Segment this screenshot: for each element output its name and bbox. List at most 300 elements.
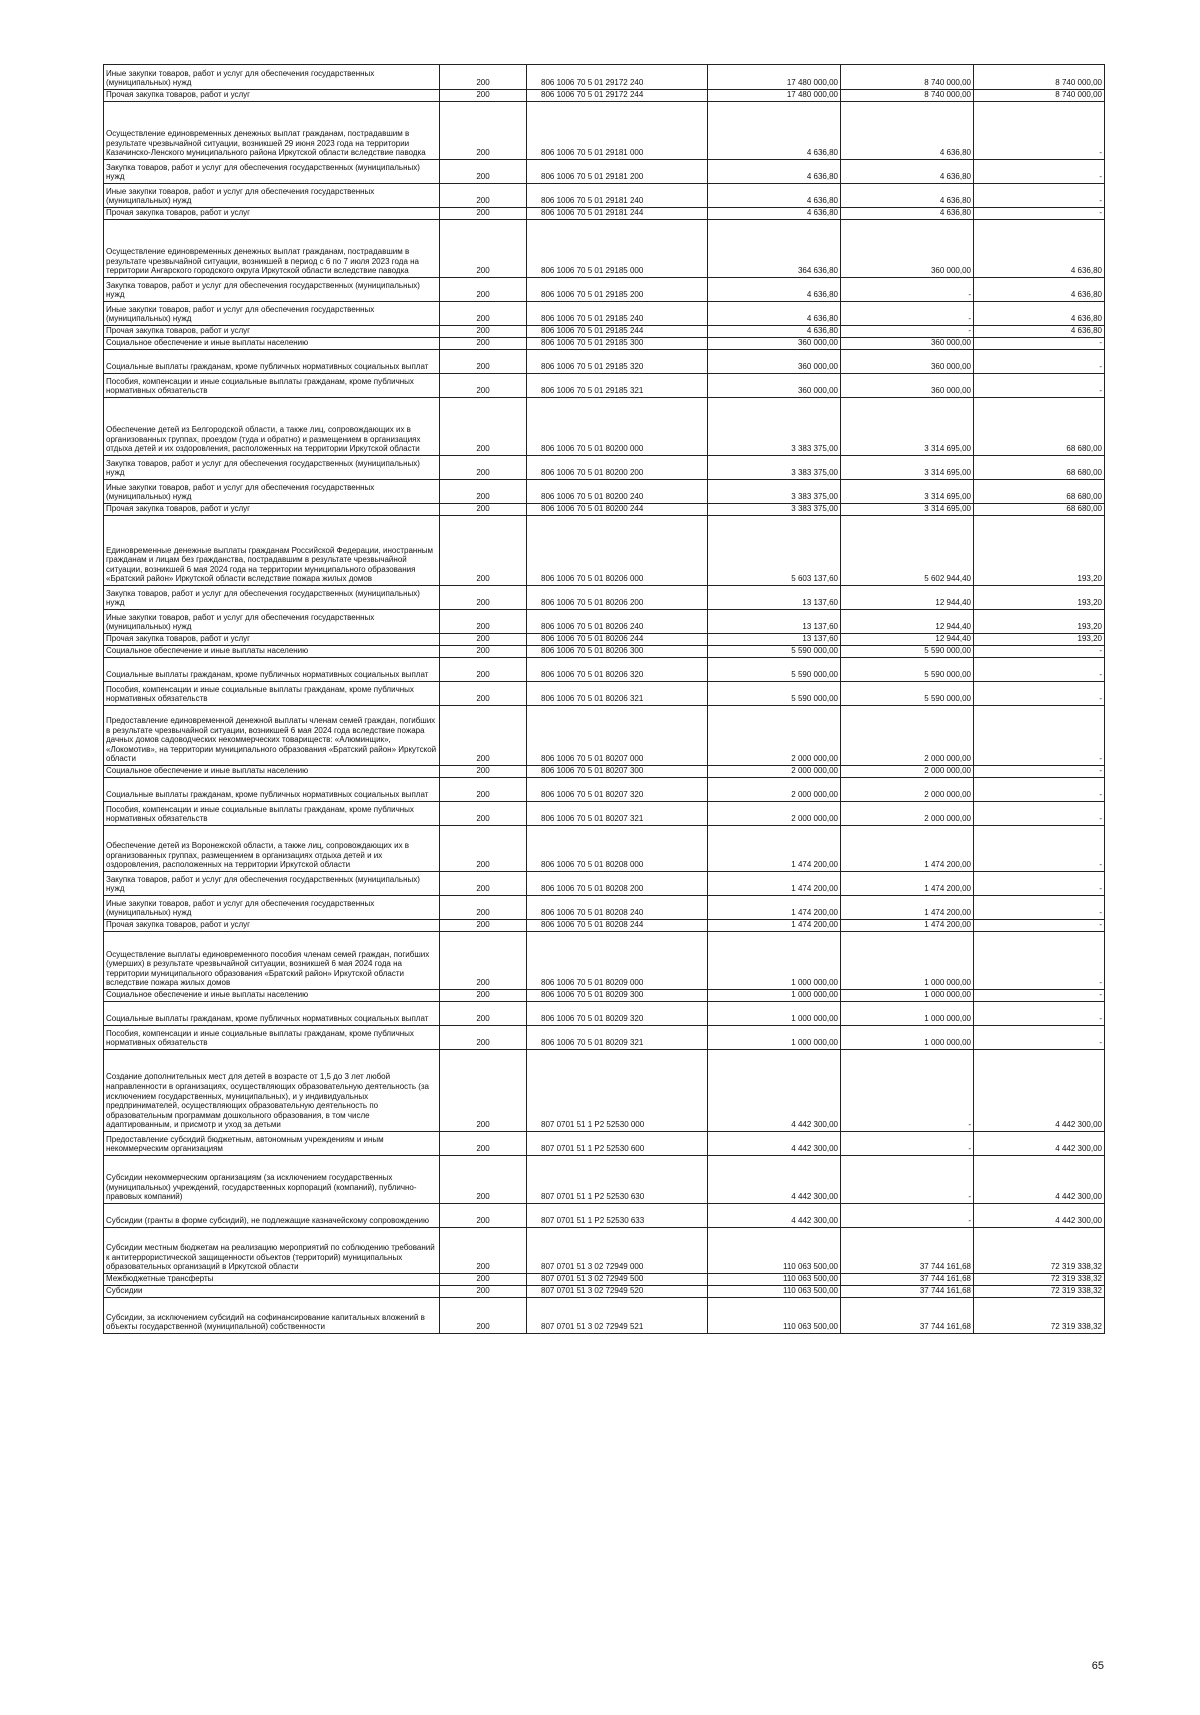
page-number: 65 [1091, 1660, 1104, 1672]
row-code: 200 [440, 1274, 527, 1286]
row-value-3: - [974, 802, 1105, 826]
row-code: 200 [440, 1228, 527, 1274]
row-value-3: 72 319 338,32 [974, 1286, 1105, 1298]
row-kbk: 806 1006 70 5 01 80206 320 [527, 658, 708, 682]
row-name: Субсидии [104, 1286, 440, 1298]
row-name: Иные закупки товаров, работ и услуг для обеспечения государственных (муниципальных) нужд [104, 610, 440, 634]
row-value-1: 13 137,60 [708, 634, 841, 646]
row-code: 200 [440, 610, 527, 634]
table-row [104, 1228, 1105, 1274]
row-name: Прочая закупка товаров, работ и услуг [104, 504, 440, 516]
row-code: 200 [440, 990, 527, 1002]
row-code: 200 [440, 160, 527, 184]
row-value-2: 1 474 200,00 [841, 872, 974, 896]
row-value-2: 37 744 161,68 [841, 1298, 974, 1334]
row-value-3: 68 680,00 [974, 398, 1105, 456]
row-value-3: - [974, 778, 1105, 802]
row-kbk: 806 1006 70 5 01 80206 321 [527, 682, 708, 706]
row-kbk: 806 1006 70 5 01 29185 321 [527, 374, 708, 398]
row-value-3: - [974, 706, 1105, 766]
table-row [104, 374, 1105, 398]
row-value-1: 4 636,80 [708, 184, 841, 208]
row-kbk: 807 0701 51 1 P2 52530 600 [527, 1132, 708, 1156]
row-kbk: 806 1006 70 5 01 29185 300 [527, 338, 708, 350]
row-value-2: - [841, 1156, 974, 1204]
row-value-1: 110 063 500,00 [708, 1298, 841, 1334]
row-value-2: 4 636,80 [841, 208, 974, 220]
row-name: Закупка товаров, работ и услуг для обеспечения государственных (муниципальных) нужд [104, 586, 440, 610]
row-code: 200 [440, 932, 527, 990]
row-code: 200 [440, 184, 527, 208]
row-kbk: 806 1006 70 5 01 80206 240 [527, 610, 708, 634]
table-row [104, 706, 1105, 766]
row-value-1: 4 442 300,00 [708, 1132, 841, 1156]
table-row [104, 516, 1105, 586]
table-row [104, 1286, 1105, 1298]
row-value-1: 2 000 000,00 [708, 766, 841, 778]
row-value-3: - [974, 682, 1105, 706]
row-value-1: 1 000 000,00 [708, 932, 841, 990]
row-value-2: 1 474 200,00 [841, 920, 974, 932]
row-value-3: 4 636,80 [974, 302, 1105, 326]
row-code: 200 [440, 338, 527, 350]
row-value-2: 2 000 000,00 [841, 778, 974, 802]
row-value-3: - [974, 1002, 1105, 1026]
row-value-2: 5 590 000,00 [841, 646, 974, 658]
row-value-3: 193,20 [974, 516, 1105, 586]
row-value-2: 2 000 000,00 [841, 766, 974, 778]
table-row [104, 350, 1105, 374]
row-value-1: 3 383 375,00 [708, 398, 841, 456]
row-value-1: 4 442 300,00 [708, 1204, 841, 1228]
row-value-2: 360 000,00 [841, 220, 974, 278]
row-value-3: 4 636,80 [974, 326, 1105, 338]
row-value-1: 360 000,00 [708, 350, 841, 374]
row-value-3: 68 680,00 [974, 456, 1105, 480]
row-value-2: 4 636,80 [841, 102, 974, 160]
row-value-2: - [841, 1204, 974, 1228]
row-kbk: 806 1006 70 5 01 80207 320 [527, 778, 708, 802]
row-name: Пособия, компенсации и иные социальные выплаты гражданам, кроме публичных нормативных обязательств [104, 1026, 440, 1050]
row-value-2: 3 314 695,00 [841, 456, 974, 480]
row-name: Пособия, компенсации и иные социальные выплаты гражданам, кроме публичных нормативных обязательств [104, 802, 440, 826]
row-code: 200 [440, 504, 527, 516]
table-row [104, 586, 1105, 610]
table-row [104, 932, 1105, 990]
row-value-2: 1 000 000,00 [841, 1002, 974, 1026]
row-value-3: - [974, 374, 1105, 398]
row-kbk: 806 1006 70 5 01 80200 200 [527, 456, 708, 480]
table-row [104, 920, 1105, 932]
row-name: Социальное обеспечение и иные выплаты населению [104, 990, 440, 1002]
row-value-1: 4 442 300,00 [708, 1156, 841, 1204]
row-code: 200 [440, 456, 527, 480]
row-value-2: 4 636,80 [841, 160, 974, 184]
row-value-2: - [841, 1132, 974, 1156]
row-name: Прочая закупка товаров, работ и услуг [104, 326, 440, 338]
row-code: 200 [440, 896, 527, 920]
table-row [104, 65, 1105, 90]
row-value-1: 2 000 000,00 [708, 706, 841, 766]
row-code: 200 [440, 90, 527, 102]
row-value-1: 2 000 000,00 [708, 778, 841, 802]
row-name: Осуществление выплаты единовременного пособия членам семей граждан, погибших (умерших) в результате чрезвычайной ситуации, возникшей 6 мая 2024 года на территории муниципального образования «Братский район» Иркутской области вследствие пожара жилых домов [104, 932, 440, 990]
row-value-3: - [974, 338, 1105, 350]
row-kbk: 806 1006 70 5 01 80208 244 [527, 920, 708, 932]
row-value-1: 110 063 500,00 [708, 1228, 841, 1274]
table-row [104, 778, 1105, 802]
row-value-1: 360 000,00 [708, 374, 841, 398]
row-kbk: 806 1006 70 5 01 80200 240 [527, 480, 708, 504]
row-value-2: - [841, 1050, 974, 1132]
row-name: Субсидии, за исключением субсидий на софинансирование капитальных вложений в объекты государственной (муниципальной) собственности [104, 1298, 440, 1334]
row-value-1: 17 480 000,00 [708, 90, 841, 102]
row-value-2: - [841, 278, 974, 302]
budget-table-page [103, 64, 1104, 1334]
row-code: 200 [440, 208, 527, 220]
row-code: 200 [440, 766, 527, 778]
row-value-1: 4 442 300,00 [708, 1050, 841, 1132]
row-code: 200 [440, 802, 527, 826]
table-row [104, 398, 1105, 456]
row-value-3: - [974, 102, 1105, 160]
row-name: Закупка товаров, работ и услуг для обеспечения государственных (муниципальных) нужд [104, 160, 440, 184]
row-name: Закупка товаров, работ и услуг для обеспечения государственных (муниципальных) нужд [104, 278, 440, 302]
row-name: Иные закупки товаров, работ и услуг для обеспечения государственных (муниципальных) нужд [104, 302, 440, 326]
table-row [104, 658, 1105, 682]
table-row [104, 208, 1105, 220]
row-value-2: 360 000,00 [841, 338, 974, 350]
row-value-2: 1 474 200,00 [841, 826, 974, 872]
row-value-3: 68 680,00 [974, 504, 1105, 516]
row-value-1: 4 636,80 [708, 278, 841, 302]
row-kbk: 806 1006 70 5 01 80207 300 [527, 766, 708, 778]
row-kbk: 806 1006 70 5 01 80208 200 [527, 872, 708, 896]
row-code: 200 [440, 278, 527, 302]
row-value-3: - [974, 766, 1105, 778]
row-name: Предоставление единовременной денежной выплаты членам семей граждан, погибших в результате чрезвычайной ситуации, возникшей 6 мая 2024 года вследствие пожара дачных домов садоводческих некоммерческих товариществ: «Алюминщик», «Локомотив», на территории муниципального образования «Братский район» Иркутской области [104, 706, 440, 766]
table-row [104, 646, 1105, 658]
table-row [104, 1274, 1105, 1286]
row-value-2: 360 000,00 [841, 374, 974, 398]
row-kbk: 806 1006 70 5 01 80206 244 [527, 634, 708, 646]
row-value-3: 4 442 300,00 [974, 1132, 1105, 1156]
row-code: 200 [440, 350, 527, 374]
row-value-2: 4 636,80 [841, 184, 974, 208]
row-value-3: - [974, 1026, 1105, 1050]
table-row [104, 1002, 1105, 1026]
table-row [104, 1298, 1105, 1334]
row-code: 200 [440, 1050, 527, 1132]
row-value-1: 13 137,60 [708, 610, 841, 634]
row-kbk: 807 0701 51 3 02 72949 521 [527, 1298, 708, 1334]
row-code: 200 [440, 778, 527, 802]
row-code: 200 [440, 634, 527, 646]
row-code: 200 [440, 1132, 527, 1156]
row-code: 200 [440, 826, 527, 872]
table-row [104, 90, 1105, 102]
row-value-2: 1 474 200,00 [841, 896, 974, 920]
row-value-3: - [974, 160, 1105, 184]
row-name: Прочая закупка товаров, работ и услуг [104, 634, 440, 646]
row-value-2: 2 000 000,00 [841, 802, 974, 826]
row-value-1: 4 636,80 [708, 102, 841, 160]
row-value-2: 12 944,40 [841, 586, 974, 610]
row-value-1: 1 474 200,00 [708, 896, 841, 920]
row-kbk: 806 1006 70 5 01 29181 200 [527, 160, 708, 184]
row-name: Социальные выплаты гражданам, кроме публичных нормативных социальных выплат [104, 1002, 440, 1026]
row-code: 200 [440, 920, 527, 932]
row-code: 200 [440, 326, 527, 338]
row-value-2: 37 744 161,68 [841, 1228, 974, 1274]
row-kbk: 806 1006 70 5 01 80206 200 [527, 586, 708, 610]
row-name: Осуществление единовременных денежных выплат гражданам, пострадавшим в результате чрезвычайной ситуации, возникшей в период с 6 по 7 июля 2023 года на территории Ангарского городского округа Иркутской области вследствие паводка [104, 220, 440, 278]
row-value-3: 193,20 [974, 634, 1105, 646]
row-value-2: 8 740 000,00 [841, 65, 974, 90]
row-value-1: 1 474 200,00 [708, 920, 841, 932]
row-kbk: 806 1006 70 5 01 80200 000 [527, 398, 708, 456]
row-value-1: 4 636,80 [708, 208, 841, 220]
table-row [104, 504, 1105, 516]
row-kbk: 806 1006 70 5 01 29181 240 [527, 184, 708, 208]
row-value-1: 360 000,00 [708, 338, 841, 350]
row-name: Иные закупки товаров, работ и услуг для обеспечения государственных (муниципальных) нужд [104, 184, 440, 208]
row-value-3: 72 319 338,32 [974, 1228, 1105, 1274]
row-code: 200 [440, 1298, 527, 1334]
row-value-3: - [974, 350, 1105, 374]
row-value-2: 2 000 000,00 [841, 706, 974, 766]
row-value-1: 5 590 000,00 [708, 682, 841, 706]
table-row [104, 872, 1105, 896]
row-value-2: 3 314 695,00 [841, 504, 974, 516]
row-name: Социальное обеспечение и иные выплаты населению [104, 338, 440, 350]
row-value-1: 4 636,80 [708, 160, 841, 184]
row-value-1: 1 000 000,00 [708, 1026, 841, 1050]
row-value-1: 364 636,80 [708, 220, 841, 278]
row-value-3: 193,20 [974, 610, 1105, 634]
row-value-2: 37 744 161,68 [841, 1274, 974, 1286]
row-code: 200 [440, 1002, 527, 1026]
row-code: 200 [440, 658, 527, 682]
row-code: 200 [440, 65, 527, 90]
row-kbk: 806 1006 70 5 01 80206 000 [527, 516, 708, 586]
row-name: Иные закупки товаров, работ и услуг для обеспечения государственных (муниципальных) нужд [104, 896, 440, 920]
row-kbk: 806 1006 70 5 01 29185 244 [527, 326, 708, 338]
row-name: Субсидии (гранты в форме субсидий), не подлежащие казначейскому сопровождению [104, 1204, 440, 1228]
row-kbk: 806 1006 70 5 01 80209 321 [527, 1026, 708, 1050]
table-row [104, 1026, 1105, 1050]
row-value-2: 8 740 000,00 [841, 90, 974, 102]
row-code: 200 [440, 1156, 527, 1204]
row-value-3: - [974, 990, 1105, 1002]
row-value-2: - [841, 302, 974, 326]
row-value-1: 13 137,60 [708, 586, 841, 610]
table-row [104, 184, 1105, 208]
row-name: Предоставление субсидий бюджетным, автономным учреждениям и иным некоммерческим организациям [104, 1132, 440, 1156]
row-value-2: 12 944,40 [841, 634, 974, 646]
row-value-2: 5 590 000,00 [841, 682, 974, 706]
row-value-3: - [974, 646, 1105, 658]
table-row [104, 302, 1105, 326]
table-row [104, 766, 1105, 778]
row-name: Иные закупки товаров, работ и услуг для обеспечения государственных (муниципальных) нужд [104, 480, 440, 504]
row-kbk: 807 0701 51 1 P2 52530 000 [527, 1050, 708, 1132]
table-row [104, 456, 1105, 480]
row-kbk: 806 1006 70 5 01 80206 300 [527, 646, 708, 658]
row-value-1: 4 636,80 [708, 326, 841, 338]
table-body [104, 65, 1105, 1334]
row-code: 200 [440, 682, 527, 706]
row-code: 200 [440, 102, 527, 160]
row-value-3: 4 636,80 [974, 278, 1105, 302]
row-value-3: 72 319 338,32 [974, 1274, 1105, 1286]
row-kbk: 806 1006 70 5 01 80208 240 [527, 896, 708, 920]
row-value-1: 110 063 500,00 [708, 1274, 841, 1286]
row-name: Создание дополнительных мест для детей в возрасте от 1,5 до 3 лет любой направленности в организациях, осуществляющих образовательную деятельность (за исключением государственных, муниципальных), и у индивидуальных предпринимателей, осуществляющих образовательную деятельность по образовательным программам дошкольного образования, в том числе адаптированным, и присмотр и уход за детьми [104, 1050, 440, 1132]
row-name: Осуществление единовременных денежных выплат гражданам, пострадавшим в результате чрезвычайной ситуации, возникшей 29 июня 2023 года на территории Казачинско-Ленского муниципального района Иркутской области вследствие паводка [104, 102, 440, 160]
row-value-3: - [974, 932, 1105, 990]
row-name: Прочая закупка товаров, работ и услуг [104, 920, 440, 932]
row-value-3: 4 442 300,00 [974, 1050, 1105, 1132]
row-kbk: 806 1006 70 5 01 29185 000 [527, 220, 708, 278]
row-value-1: 1 474 200,00 [708, 872, 841, 896]
table-row [104, 326, 1105, 338]
table-row [104, 826, 1105, 872]
table-row [104, 278, 1105, 302]
row-code: 200 [440, 646, 527, 658]
row-value-3: - [974, 184, 1105, 208]
row-kbk: 806 1006 70 5 01 80209 000 [527, 932, 708, 990]
row-value-1: 1 000 000,00 [708, 990, 841, 1002]
row-kbk: 807 0701 51 3 02 72949 000 [527, 1228, 708, 1274]
row-value-3: - [974, 896, 1105, 920]
row-code: 200 [440, 586, 527, 610]
row-value-1: 1 000 000,00 [708, 1002, 841, 1026]
row-kbk: 807 0701 51 1 P2 52530 633 [527, 1204, 708, 1228]
row-name: Обеспечение детей из Воронежской области, а также лиц, сопровождающих их в организованных группах, размещением в организациях отдыха детей и их оздоровления, расположенных на территории Иркутской области [104, 826, 440, 872]
row-code: 200 [440, 516, 527, 586]
row-value-2: 1 000 000,00 [841, 932, 974, 990]
row-code: 200 [440, 220, 527, 278]
row-value-3: 4 442 300,00 [974, 1156, 1105, 1204]
row-kbk: 806 1006 70 5 01 29185 240 [527, 302, 708, 326]
row-value-2: 1 000 000,00 [841, 990, 974, 1002]
row-value-1: 3 383 375,00 [708, 456, 841, 480]
row-value-3: 193,20 [974, 586, 1105, 610]
row-value-3: 8 740 000,00 [974, 65, 1105, 90]
row-kbk: 806 1006 70 5 01 29172 244 [527, 90, 708, 102]
row-value-3: - [974, 658, 1105, 682]
row-code: 200 [440, 398, 527, 456]
row-value-2: 5 590 000,00 [841, 658, 974, 682]
row-kbk: 806 1006 70 5 01 80209 320 [527, 1002, 708, 1026]
row-value-3: 72 319 338,32 [974, 1298, 1105, 1334]
row-kbk: 806 1006 70 5 01 29172 240 [527, 65, 708, 90]
row-name: Прочая закупка товаров, работ и услуг [104, 90, 440, 102]
row-name: Единовременные денежные выплаты гражданам Российской Федерации, иностранным гражданам и лицам без гражданства, пострадавшим в результате чрезвычайной ситуации, возникшей 6 мая 2024 года на территории муниципального образования «Братский район» Иркутской области вследствие пожара жилых домов [104, 516, 440, 586]
row-name: Пособия, компенсации и иные социальные выплаты гражданам, кроме публичных нормативных обязательств [104, 374, 440, 398]
row-kbk: 807 0701 51 1 P2 52530 630 [527, 1156, 708, 1204]
row-value-1: 2 000 000,00 [708, 802, 841, 826]
row-name: Прочая закупка товаров, работ и услуг [104, 208, 440, 220]
row-kbk: 806 1006 70 5 01 29185 320 [527, 350, 708, 374]
table-row [104, 682, 1105, 706]
row-value-2: - [841, 326, 974, 338]
row-kbk: 806 1006 70 5 01 80207 321 [527, 802, 708, 826]
row-name: Закупка товаров, работ и услуг для обеспечения государственных (муниципальных) нужд [104, 456, 440, 480]
table-row [104, 1156, 1105, 1204]
row-name: Социальное обеспечение и иные выплаты населению [104, 646, 440, 658]
row-kbk: 806 1006 70 5 01 29185 200 [527, 278, 708, 302]
row-value-3: - [974, 872, 1105, 896]
row-kbk: 806 1006 70 5 01 80200 244 [527, 504, 708, 516]
row-name: Социальное обеспечение и иные выплаты населению [104, 766, 440, 778]
table-row [104, 338, 1105, 350]
row-value-3: 8 740 000,00 [974, 90, 1105, 102]
row-name: Субсидии некоммерческим организациям (за исключением государственных (муниципальных) учреждений, государственных корпораций (компаний), публично-правовых компаний) [104, 1156, 440, 1204]
row-value-1: 1 474 200,00 [708, 826, 841, 872]
row-kbk: 806 1006 70 5 01 80208 000 [527, 826, 708, 872]
row-name: Межбюджетные трансферты [104, 1274, 440, 1286]
row-kbk: 807 0701 51 3 02 72949 520 [527, 1286, 708, 1298]
row-value-2: 3 314 695,00 [841, 480, 974, 504]
row-value-1: 3 383 375,00 [708, 480, 841, 504]
row-value-1: 110 063 500,00 [708, 1286, 841, 1298]
row-value-1: 3 383 375,00 [708, 504, 841, 516]
row-name: Социальные выплаты гражданам, кроме публичных нормативных социальных выплат [104, 778, 440, 802]
row-code: 200 [440, 374, 527, 398]
row-value-2: 1 000 000,00 [841, 1026, 974, 1050]
table-row [104, 160, 1105, 184]
row-value-2: 3 314 695,00 [841, 398, 974, 456]
table-row [104, 634, 1105, 646]
table-row [104, 990, 1105, 1002]
row-name: Социальные выплаты гражданам, кроме публичных нормативных социальных выплат [104, 658, 440, 682]
row-kbk: 806 1006 70 5 01 80209 300 [527, 990, 708, 1002]
table-row [104, 610, 1105, 634]
table-row [104, 102, 1105, 160]
table-row [104, 896, 1105, 920]
row-value-1: 5 590 000,00 [708, 658, 841, 682]
table-row [104, 1050, 1105, 1132]
row-value-3: 4 442 300,00 [974, 1204, 1105, 1228]
budget-table [103, 64, 1105, 1334]
table-row [104, 1132, 1105, 1156]
row-kbk: 806 1006 70 5 01 29181 244 [527, 208, 708, 220]
row-code: 200 [440, 706, 527, 766]
row-value-3: - [974, 208, 1105, 220]
row-kbk: 806 1006 70 5 01 29181 000 [527, 102, 708, 160]
row-name: Социальные выплаты гражданам, кроме публичных нормативных социальных выплат [104, 350, 440, 374]
row-kbk: 807 0701 51 3 02 72949 500 [527, 1274, 708, 1286]
row-name: Обеспечение детей из Белгородской области, а также лиц, сопровождающих их в организованных группах, проездом (туда и обратно) и размещением в организациях отдыха детей и их оздоровления, расположенных на территории Иркутской области [104, 398, 440, 456]
table-row [104, 802, 1105, 826]
row-value-2: 5 602 944,40 [841, 516, 974, 586]
row-value-1: 17 480 000,00 [708, 65, 841, 90]
row-name: Иные закупки товаров, работ и услуг для обеспечения государственных (муниципальных) нужд [104, 65, 440, 90]
row-value-3: 68 680,00 [974, 480, 1105, 504]
row-name: Закупка товаров, работ и услуг для обеспечения государственных (муниципальных) нужд [104, 872, 440, 896]
row-value-3: - [974, 826, 1105, 872]
row-value-1: 5 603 137,60 [708, 516, 841, 586]
row-code: 200 [440, 1286, 527, 1298]
row-name: Субсидии местным бюджетам на реализацию мероприятий по соблюдению требований к антитеррористической защищенности объектов (территорий) муниципальных образовательных организаций в Иркутской области [104, 1228, 440, 1274]
row-code: 200 [440, 302, 527, 326]
table-row [104, 220, 1105, 278]
row-name: Пособия, компенсации и иные социальные выплаты гражданам, кроме публичных нормативных обязательств [104, 682, 440, 706]
row-code: 200 [440, 1204, 527, 1228]
row-code: 200 [440, 872, 527, 896]
